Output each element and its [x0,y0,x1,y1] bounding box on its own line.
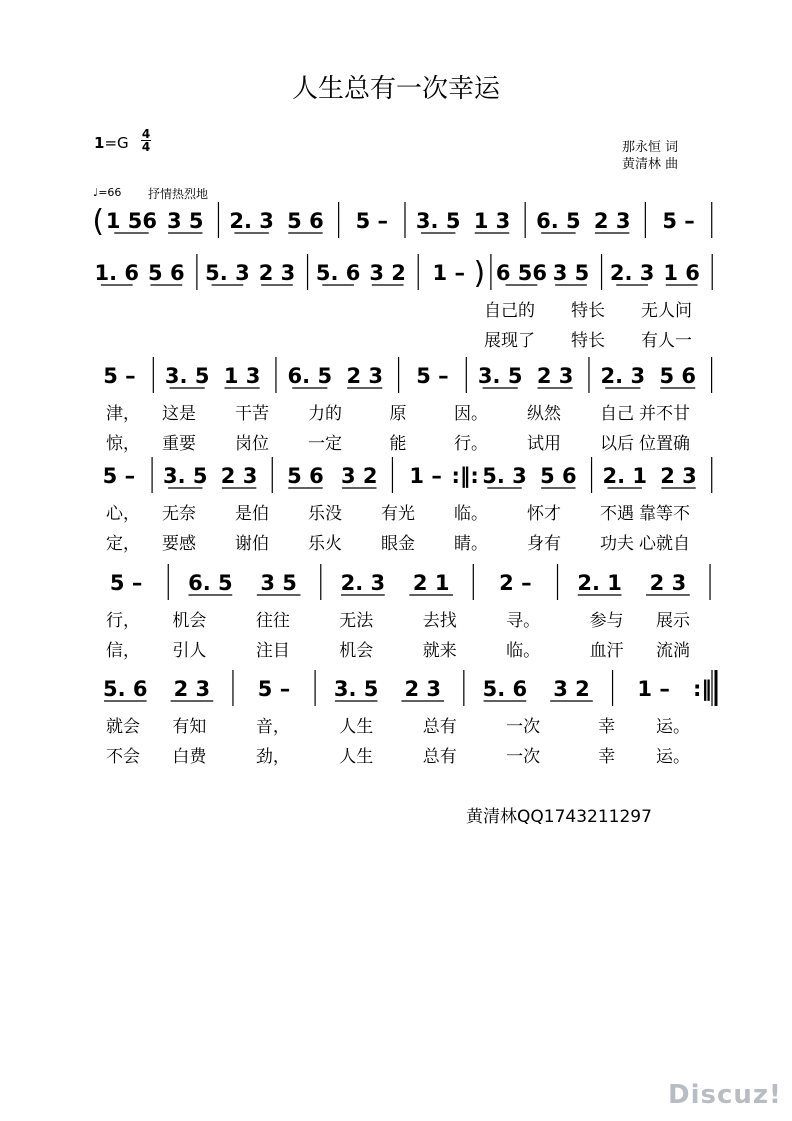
lyric-word: 无法 [339,611,374,631]
note-group: 3 5 [166,209,204,233]
lyric-word: 惊， [106,434,140,454]
lyric-word: 是伯 [235,504,269,524]
lyric-word: 参与 [589,611,624,631]
lyric-word: 怀才 [527,504,561,524]
note-group: 5 6 [287,464,324,488]
expression-mark: 抒情热烈地 [148,187,209,201]
composer-credit: 黄清林 曲 [622,157,679,172]
lyric-word: 自己 [600,404,634,424]
note-group: 2. 3 [229,209,274,233]
lyric-word: 血汗 [589,641,624,661]
lyric-word: 并不甘 [639,404,690,424]
time-signature-top: 4 [141,127,151,141]
lyric-word: 定， [106,534,140,554]
note-group: 2 3 [536,364,574,388]
note-group: 1 3 [223,364,261,388]
note-group: 3 5 [260,571,297,595]
lyric-word: 位置确 [639,434,690,454]
song-title: 人生总有一次幸运 [291,74,500,104]
note-group: 1 56 [105,209,158,233]
note-group: 5 – [416,364,449,388]
lyric-word: 机会 [172,611,207,631]
parenthesis: ) [473,256,486,291]
note-group: 3. 5 [415,209,461,233]
lyric-word: 不遇 [600,504,634,524]
note-group: 3 5 [552,261,590,285]
note-group: 1 – [432,261,465,285]
lyric-word: 有人一 [641,331,692,351]
lyric-word: 津， [106,404,140,424]
note-group: 2 3 [593,209,631,233]
note-group: 5. 6 [103,677,148,701]
lyric-word: 行， [106,611,140,631]
note-group: 5 – [103,364,136,388]
lyric-word: 靠等不 [639,504,690,524]
lyric-word: 特长 [571,331,605,351]
lyric-word: 有知 [172,717,207,737]
note-group: 1. 6 [94,261,140,285]
note-group: 3 2 [369,261,406,285]
note-group: 1 6 [663,261,700,285]
lyric-word: 展示 [656,611,690,631]
lyric-word: 乐没 [308,504,342,524]
note-group: 2 3 [660,464,697,488]
lyric-word: 人生 [339,747,374,767]
note-group: 5 – [109,571,143,595]
note-group: 6. 5 [536,209,581,233]
note-group: 2. 1 [577,571,622,595]
note-group: 5. 6 [315,261,361,285]
repeat-sign: :‖: [451,464,479,488]
note-group: 5. 3 [205,261,250,285]
lyric-word: 劲， [255,747,290,767]
note-group: 1 – [637,677,670,701]
note-group: 2. 1 [602,464,647,488]
note-group: 3. 5 [333,677,379,701]
lyric-word: 功夫 [600,534,634,554]
lyric-word: 总有 [422,747,457,767]
lyric-word: 往往 [255,611,290,631]
lyric-word: 总有 [422,717,457,737]
note-group: 2. 3 [600,364,646,388]
lyric-word: 临。 [506,641,541,661]
lyric-word: 白费 [172,747,207,767]
lyric-word: 去找 [422,611,457,631]
note-group: 2. 3 [340,571,386,595]
lyricist-credit: 那永恒 词 [622,140,679,155]
note-group: 6. 5 [188,571,233,595]
note-group: 3. 5 [163,464,208,488]
lyric-word: 音， [255,717,290,737]
note-group: 3 2 [553,677,590,701]
lyric-word: 一次 [506,747,541,767]
note-group: 2 3 [258,261,296,285]
lyric-word: 心， [106,504,140,524]
lyric-word: 行。 [454,434,488,454]
lyric-word: 眼金 [381,534,415,554]
note-group: 3. 5 [164,364,210,388]
note-group: 5. 6 [482,677,528,701]
lyric-word: 以后 [600,434,634,454]
parenthesis: ( [92,204,105,239]
time-signature-bottom: 4 [141,140,151,154]
lyric-word: 能 [389,434,407,454]
lyric-word: 干苦 [235,404,269,424]
lyric-word: 人生 [339,717,374,737]
lyric-word: 展现了 [484,331,535,351]
note-group: 1 – [409,464,442,488]
lyric-word: 乐火 [308,534,342,554]
lyric-word: 身有 [527,534,561,554]
lyric-word: 纵然 [527,404,561,424]
lyric-word: 试用 [527,434,561,454]
note-group: 2 3 [220,464,258,488]
lyric-word: 一次 [506,717,541,737]
tempo-mark: ♩=66 [93,186,122,199]
note-group: 2. 3 [609,261,655,285]
lyric-word: 有光 [381,504,415,524]
lyric-word: 就来 [422,641,457,661]
note-group: 5 6 [148,261,185,285]
key-number: 1 [94,134,105,152]
note-group: 5 6 [659,364,697,388]
lyric-word: 引人 [172,641,207,661]
lyric-word: 岗位 [235,434,269,454]
lyric-word: 一定 [308,434,342,454]
lyric-word: 幸 [598,747,616,767]
note-group: 5 – [662,209,695,233]
note-group: 5 – [102,464,136,488]
lyric-word: 因。 [454,404,488,424]
lyric-word: 机会 [339,641,374,661]
note-group: 2 3 [404,677,442,701]
lyric-word: 注目 [255,641,290,661]
note-group: 5 6 [287,209,324,233]
lyric-word: 信， [106,641,140,661]
note-group: 2 3 [346,364,384,388]
note-group: 2 3 [173,677,211,701]
lyric-word: 运。 [656,717,690,737]
lyric-word: 临。 [454,504,488,524]
lyric-word: 运。 [656,747,690,767]
note-group: 5 6 [540,464,577,488]
note-group: 1 3 [473,209,511,233]
note-group: 2 – [499,571,532,595]
lyric-word: 原 [389,404,407,424]
lyric-word: 流淌 [656,641,690,661]
note-group: 6. 5 [287,364,333,388]
lyric-word: 重要 [162,434,196,454]
author-signature: 黄清林QQ1743211297 [466,807,652,827]
repeat-sign: :‖ [693,677,712,701]
lyric-word: 力的 [308,404,342,424]
lyric-word: 就会 [106,717,140,737]
note-group: 2 3 [649,571,687,595]
lyric-word: 这是 [162,404,196,424]
note-group: 3. 5 [477,364,523,388]
lyric-word: 要感 [162,534,196,554]
lyric-word: 寻。 [506,611,541,631]
lyric-word: 幸 [598,717,616,737]
lyric-word: 无奈 [162,504,196,524]
key-label: =G [104,134,129,152]
lyric-word: 自己的 [484,301,535,321]
lyric-word: 特长 [571,301,605,321]
note-group: 3 2 [340,464,378,488]
note-group: 5 – [257,677,291,701]
note-group: 6 56 [495,261,548,285]
note-group: 5 – [355,209,389,233]
watermark: Discuz! [668,1080,782,1110]
lyric-word: 心就自 [639,534,690,554]
lyric-word: 无人问 [641,301,692,321]
lyric-word: 不会 [106,747,140,767]
note-group: 2 1 [412,571,450,595]
note-group: 5. 3 [482,464,527,488]
lyric-word: 谢伯 [235,534,269,554]
lyric-word: 睛。 [454,534,488,554]
